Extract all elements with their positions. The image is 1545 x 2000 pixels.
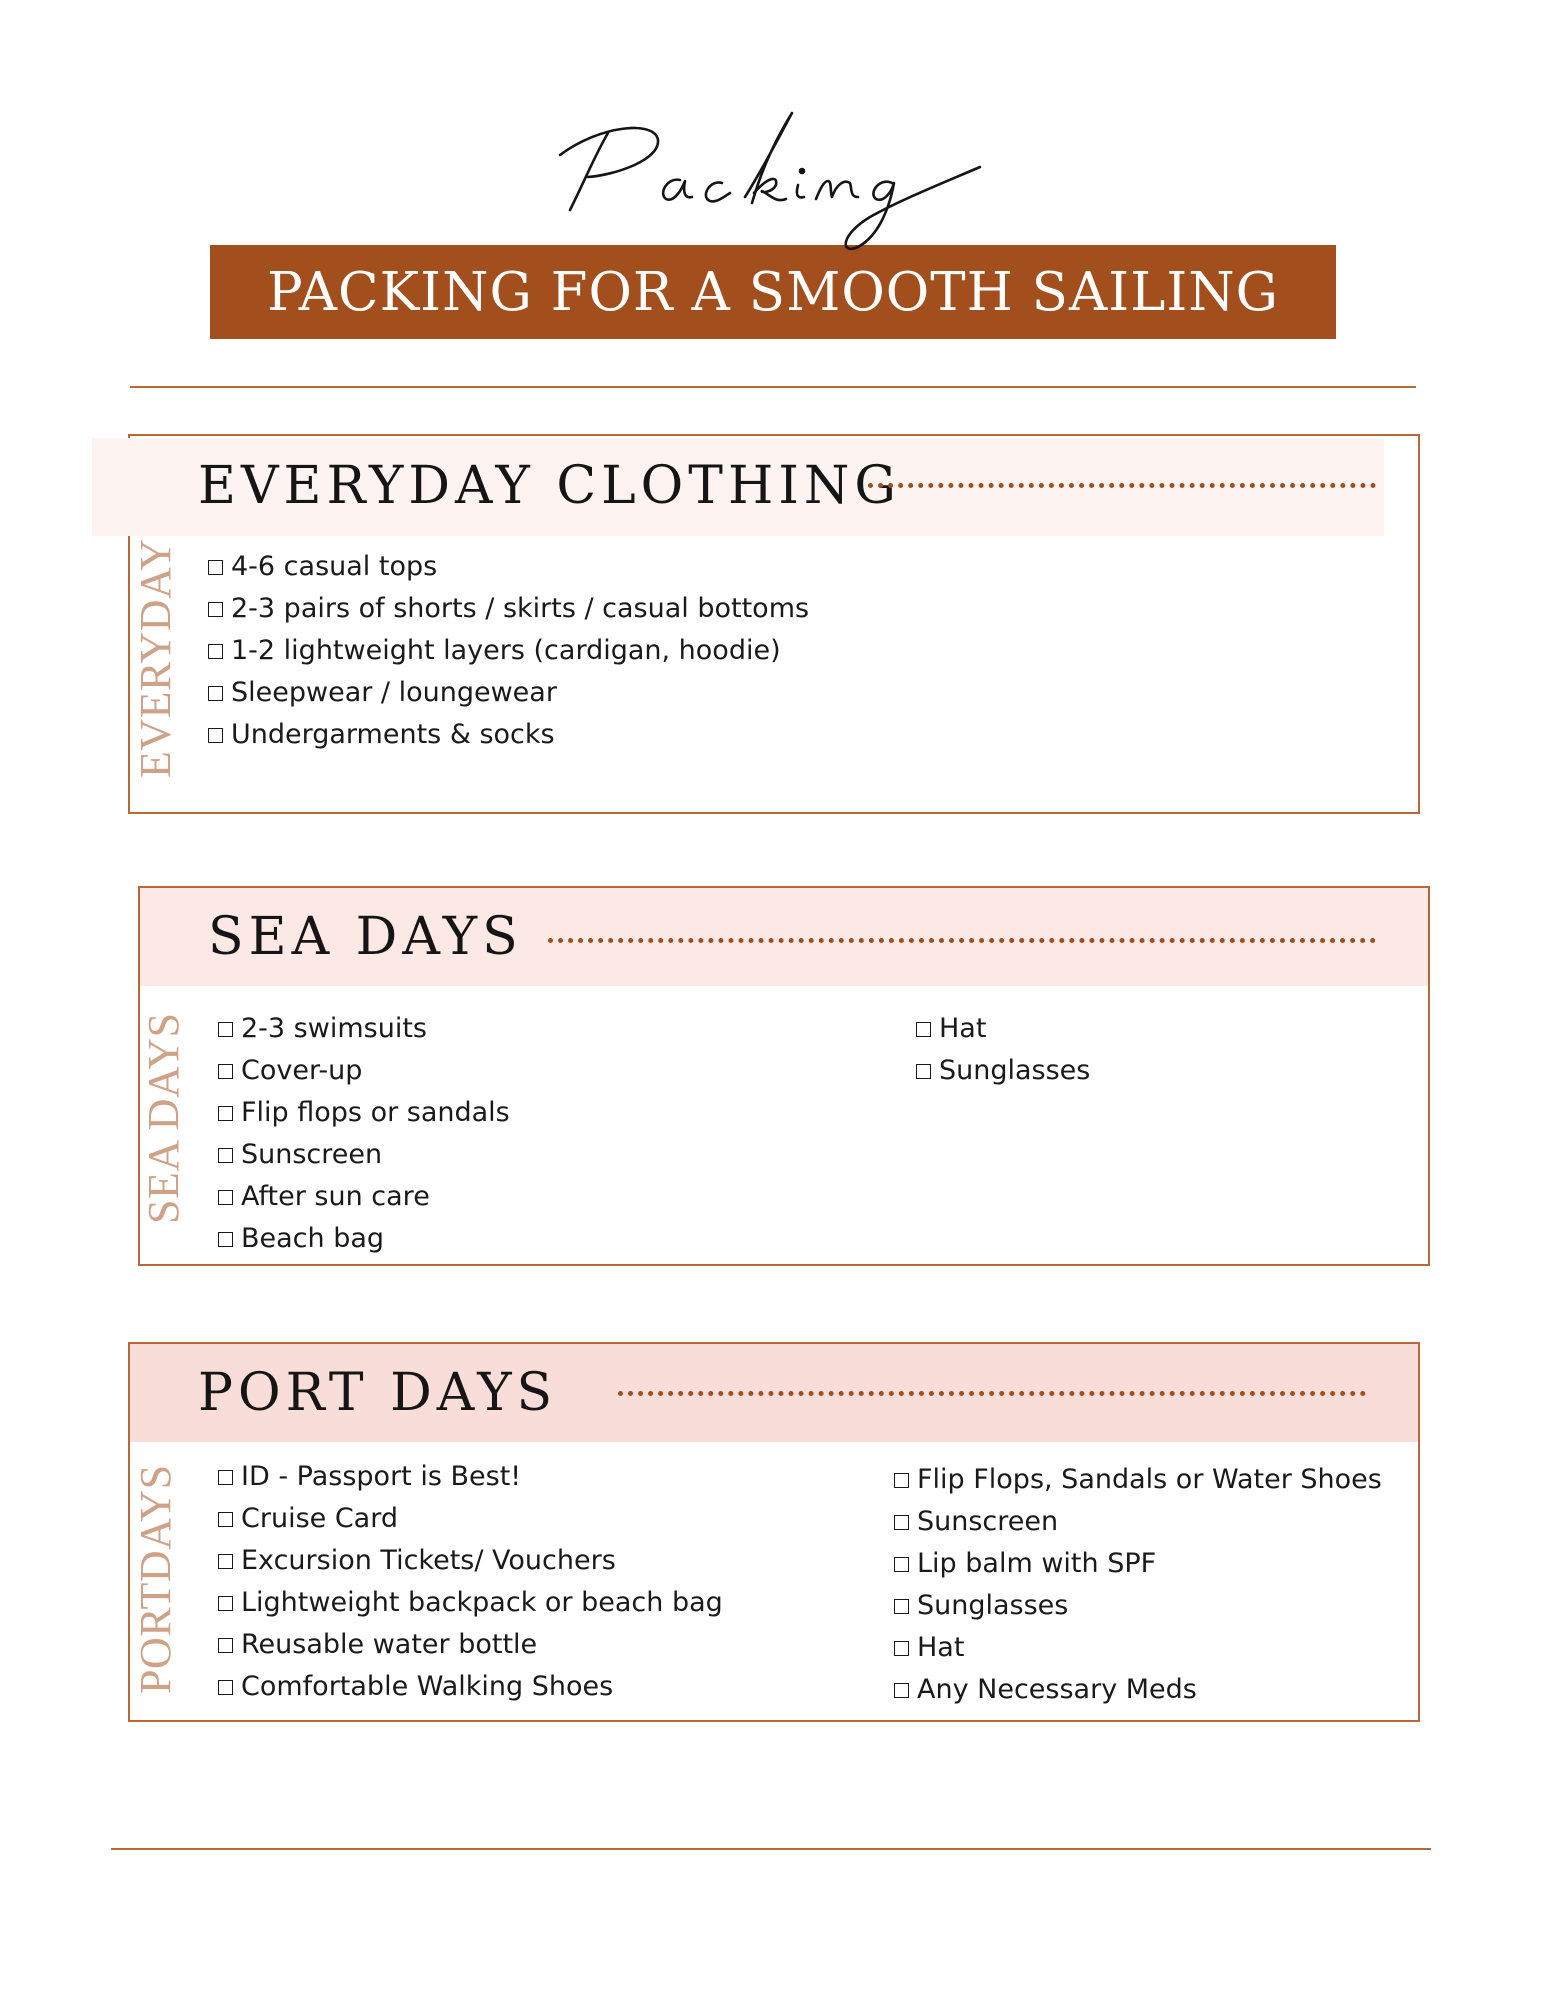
checklist-item-label: ID - Passport is Best! — [241, 1461, 522, 1492]
everyday-side-label: EVERYDAY — [131, 538, 180, 778]
checklist-item — [208, 714, 809, 756]
sea-days-side-label: SEA DAYS — [139, 1012, 188, 1224]
checklist-item — [916, 1050, 1090, 1092]
checklist-item-label: Flip Flops, Sandals or Water Shoes — [917, 1464, 1382, 1495]
checklist-item-label: Sunglasses — [917, 1590, 1069, 1621]
checkbox[interactable] — [218, 1106, 233, 1121]
checklist-item — [894, 1585, 1382, 1627]
checkbox[interactable] — [218, 1232, 233, 1247]
everyday-checklist — [208, 546, 809, 756]
checklist-item-label: Hat — [917, 1632, 965, 1663]
checkbox[interactable] — [208, 728, 223, 743]
sea-days-header — [208, 906, 523, 968]
checklist-item-label: 1-2 lightweight layers (cardigan, hoodie) — [231, 635, 781, 666]
checklist-item — [218, 1582, 723, 1624]
checklist-item — [894, 1543, 1382, 1585]
checkbox[interactable] — [894, 1515, 909, 1530]
checklist-item-label: Sunscreen — [917, 1506, 1059, 1537]
everyday-dotted-leader — [868, 483, 1376, 488]
checklist-item — [218, 1092, 510, 1134]
checkbox[interactable] — [916, 1022, 931, 1037]
banner-title: PACKING FOR A SMOOTH SAILING — [266, 261, 1280, 323]
checklist-item-label: 4-6 casual tops — [231, 551, 438, 582]
checklist-item-label: Lightweight backpack or beach bag — [241, 1587, 723, 1618]
checklist-item-label: Hat — [939, 1013, 987, 1044]
checklist-item-label: 2-3 swimsuits — [241, 1013, 427, 1044]
checklist-item — [218, 1134, 510, 1176]
checkbox[interactable] — [208, 686, 223, 701]
port-days-dotted-leader — [618, 1391, 1366, 1396]
port-days-checklist-right — [894, 1459, 1382, 1711]
sea-days-dotted-leader — [548, 938, 1376, 943]
sea-days-checklist-left — [218, 1008, 510, 1260]
checklist-item-label: Flip flops or sandals — [241, 1097, 510, 1128]
checklist-item-label: Reusable water bottle — [241, 1629, 538, 1660]
checkbox[interactable] — [916, 1064, 931, 1079]
checkbox[interactable] — [894, 1473, 909, 1488]
checklist-item-label: Cover-up — [241, 1055, 363, 1086]
checklist-item-label: Sunscreen — [241, 1139, 383, 1170]
checklist-item — [894, 1459, 1382, 1501]
checklist-item-label: Undergarments & socks — [231, 719, 555, 750]
checklist-item — [916, 1008, 1090, 1050]
checkbox[interactable] — [208, 560, 223, 575]
checkbox[interactable] — [894, 1557, 909, 1572]
checkbox[interactable] — [218, 1596, 233, 1611]
checklist-item — [894, 1501, 1382, 1543]
top-divider — [130, 386, 1416, 388]
port-days-title: PORT DAYS — [198, 1363, 558, 1423]
checkbox[interactable] — [218, 1022, 233, 1037]
checklist-item-label: Comfortable Walking Shoes — [241, 1671, 614, 1702]
checklist-item — [218, 1666, 723, 1708]
checklist-item — [218, 1624, 723, 1666]
checkbox[interactable] — [894, 1641, 909, 1656]
title-banner — [210, 245, 1336, 339]
checklist-item — [208, 546, 809, 588]
checkbox[interactable] — [208, 602, 223, 617]
checkbox[interactable] — [218, 1638, 233, 1653]
checklist-item — [218, 1050, 510, 1092]
checkbox[interactable] — [894, 1599, 909, 1614]
port-days-side-label: PORTDAYS — [131, 1464, 180, 1694]
checklist-item — [208, 672, 809, 714]
checklist-item — [218, 1456, 723, 1498]
checkbox[interactable] — [208, 644, 223, 659]
port-days-header — [198, 1362, 557, 1424]
bottom-divider — [111, 1848, 1431, 1850]
port-days-checklist-left — [218, 1456, 723, 1708]
everyday-header — [198, 455, 901, 517]
checklist-item — [218, 1540, 723, 1582]
checkbox[interactable] — [218, 1190, 233, 1205]
checklist-item-label: 2-3 pairs of shorts / skirts / casual bottoms — [231, 593, 810, 624]
checklist-item — [218, 1176, 510, 1218]
sea-days-checklist-right — [916, 1008, 1090, 1092]
checklist-item-label: Beach bag — [241, 1223, 385, 1254]
checklist-item-label: Cruise Card — [241, 1503, 398, 1534]
checklist-item-label: Sunglasses — [939, 1055, 1091, 1086]
checklist-item — [208, 588, 809, 630]
checklist-item — [894, 1669, 1382, 1711]
checklist-item — [208, 630, 809, 672]
checkbox[interactable] — [218, 1680, 233, 1695]
checkbox[interactable] — [218, 1512, 233, 1527]
checkbox[interactable] — [894, 1683, 909, 1698]
checklist-item-label: After sun care — [241, 1181, 430, 1212]
checklist-item — [894, 1627, 1382, 1669]
checklist-item-label: Lip balm with SPF — [917, 1548, 1157, 1579]
script-title-packing — [540, 85, 1020, 255]
checklist-item-label: Excursion Tickets/ Vouchers — [241, 1545, 616, 1576]
checklist-item-label: Any Necessary Meds — [917, 1674, 1197, 1705]
everyday-title: EVERYDAY CLOTHING — [198, 456, 901, 516]
checklist-item-label: Sleepwear / loungewear — [231, 677, 557, 708]
checklist-item — [218, 1498, 723, 1540]
checklist-item — [218, 1008, 510, 1050]
checkbox[interactable] — [218, 1064, 233, 1079]
checkbox[interactable] — [218, 1148, 233, 1163]
checkbox[interactable] — [218, 1470, 233, 1485]
checklist-item — [218, 1218, 510, 1260]
checkbox[interactable] — [218, 1554, 233, 1569]
sea-days-title: SEA DAYS — [208, 907, 523, 967]
